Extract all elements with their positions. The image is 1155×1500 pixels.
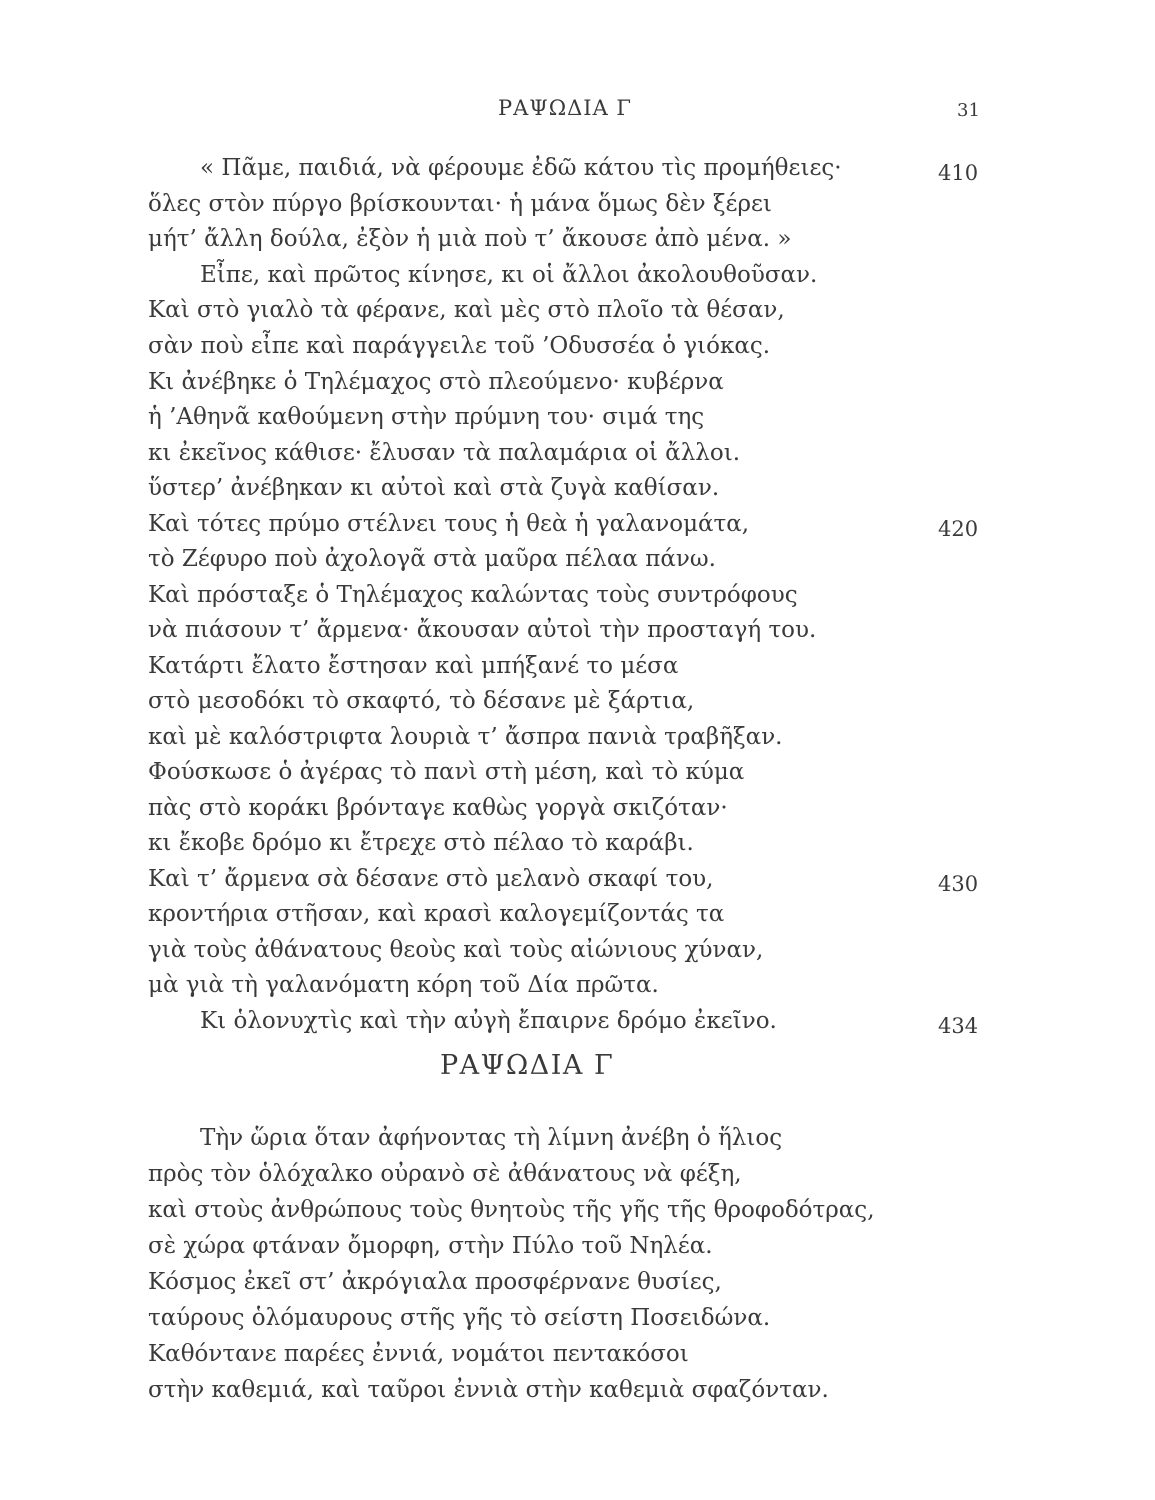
verse-line: Κόσμος ἐκεῖ στ’ ἀκρόγιαλα προσφέρνανε θυσίες,: [148, 1269, 722, 1295]
verse-line: Τὴν ὥρια ὅταν ἀφήνοντας τὴ λίμνη ἀνέβη ὁ ἥλιος: [200, 1125, 783, 1151]
verse-line: Εἶπε, καὶ πρῶτος κίνησε, κι οἱ ἄλλοι ἀκολουθοῦσαν.: [200, 262, 818, 288]
verse-line: ταύρους ὁλόμαυρους στῆς γῆς τὸ σείστη Ποσειδώνα.: [148, 1305, 771, 1331]
line-number: 434: [938, 1014, 979, 1038]
running-title: ΡΑΨΩΔΙΑ Γ: [498, 96, 632, 120]
verse-line: Καθόντανε παρέες ἐννιά, νομάτοι πεντακόσοι: [148, 1341, 689, 1367]
verse-line: Κι ὁλονυχτὶς καὶ τὴν αὐγὴ ἔπαιρνε δρόμο ἐκεῖνο.: [200, 1008, 777, 1034]
verse-line: πρὸς τὸν ὁλόχαλκο οὐρανὸ σὲ ἀθάνατους νὰ φέξη,: [148, 1161, 742, 1187]
page-number: 31: [957, 100, 980, 121]
verse-line: κι ἐκεῖνος κάθισε· ἔλυσαν τὰ παλαμάρια οἱ ἄλλοι.: [148, 440, 741, 466]
verse-line: ὕστερ’ ἀνέβηκαν κι αὐτοὶ καὶ στὰ ζυγὰ καθίσαν.: [148, 475, 720, 501]
line-number: 410: [938, 161, 979, 185]
verse-line: καὶ μὲ καλόστριφτα λουριὰ τ’ ἄσπρα πανιὰ τραβῆξαν.: [148, 724, 783, 750]
verse-line: μὰ γιὰ τὴ γαλανόματη κόρη τοῦ Δία πρῶτα.: [148, 972, 659, 998]
verse-line: Κατάρτι ἔλατο ἔστησαν καὶ μπήξανέ το μέσα: [148, 653, 679, 679]
verse-line: Κι ἀνέβηκε ὁ Τηλέμαχος στὸ πλεούμενο· κυβέρνα: [148, 369, 724, 395]
verse-line: σὲ χώρα φτάναν ὄμορφη, στὴν Πύλο τοῦ Νηλέα.: [148, 1233, 713, 1259]
running-header: [0, 96, 1155, 126]
verse-line: « Πᾶμε, παιδιά, νὰ φέρουμε ἐδῶ κάτου τὶς προμήθειες·: [200, 155, 842, 181]
verse-line: πὰς στὸ κοράκι βρόνταγε καθὼς γοργὰ σκιζόταν·: [148, 795, 728, 821]
verse-line: κι ἔκοβε δρόμο κι ἔτρεχε στὸ πέλαο τὸ καράβι.: [148, 830, 694, 856]
verse-line: κροντήρια στῆσαν, καὶ κρασὶ καλογεμίζοντάς τα: [148, 901, 725, 927]
verse-line: γιὰ τοὺς ἀθάνατους θεοὺς καὶ τοὺς αἰώνιους χύναν,: [148, 937, 764, 963]
verse-line: ὅλες στὸν πύργο βρίσκουνται· ἡ μάνα ὅμως δὲν ξέρει: [148, 191, 772, 217]
line-number: 430: [938, 872, 979, 896]
verse-line: Καὶ στὸ γιαλὸ τὰ φέρανε, καὶ μὲς στὸ πλοῖο τὰ θέσαν,: [148, 297, 785, 323]
verse-line: στὴν καθεμιά, καὶ ταῦροι ἐννιὰ στὴν καθεμιὰ σφαζόνταν.: [148, 1377, 829, 1403]
section-heading: ΡΑΨΩΔΙΑ Γ: [440, 1050, 615, 1081]
line-number: 420: [938, 517, 979, 541]
verse-line: ἡ ’Αθηνᾶ καθούμενη στὴν πρύμνη του· σιμά της: [148, 404, 705, 430]
verse-line: Καὶ τότες πρύμο στέλνει τους ἡ θεὰ ἡ γαλανομάτα,: [148, 511, 750, 537]
verse-line: Καὶ πρόσταξε ὁ Τηλέμαχος καλώντας τοὺς συντρόφους: [148, 582, 798, 608]
verse-line: Φούσκωσε ὁ ἀγέρας τὸ πανὶ στὴ μέση, καὶ τὸ κύμα: [148, 759, 745, 785]
verse-line: σὰν ποὺ εἶπε καὶ παράγγειλε τοῦ ’Οδυσσέα ὁ γιόκας.: [148, 333, 771, 359]
verse-line: καὶ στοὺς ἀνθρώπους τοὺς θνητοὺς τῆς γῆς τῆς θροφοδότρας,: [148, 1197, 875, 1223]
verse-line: τὸ Ζέφυρο ποὺ ἀχολογᾶ στὰ μαῦρα πέλαα πάνω.: [148, 546, 716, 572]
verse-line: στὸ μεσοδόκι τὸ σκαφτό, τὸ δέσανε μὲ ξάρτια,: [148, 688, 695, 714]
verse-line: Καὶ τ’ ἄρμενα σὰ δέσανε στὸ μελανὸ σκαφί του,: [148, 866, 714, 892]
verse-line: μήτ’ ἄλλη δούλα, ἐξὸν ἡ μιὰ ποὺ τ’ ἄκουσε ἀπὸ μένα. »: [148, 226, 792, 252]
verse-line: νὰ πιάσουν τ’ ἄρμενα· ἄκουσαν αὐτοὶ τὴν προσταγή του.: [148, 617, 817, 643]
